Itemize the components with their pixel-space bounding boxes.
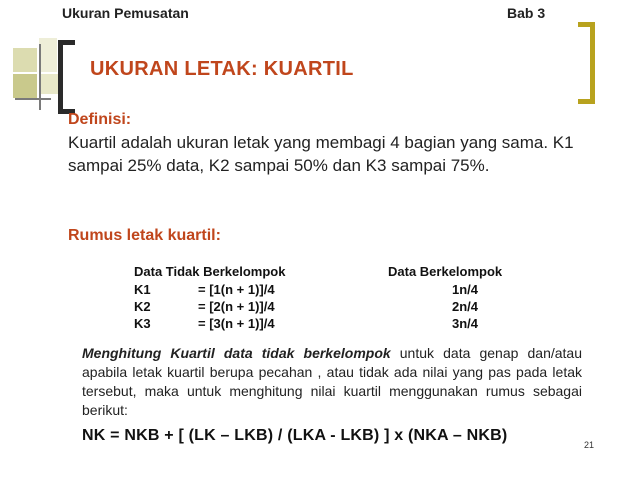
page-number: 21 [584,440,595,450]
decor-square [13,48,37,72]
decor-square [39,38,57,72]
row-k2-label: K2 [134,299,151,314]
left-bracket-decoration [58,40,75,114]
header-chapter-title: Ukuran Pemusatan [62,5,189,21]
paragraph-body: untuk data genap dan/atau apabila letak kuartil berupa pecahan , atau tidak ada nilai yang pas pada letak tersebut, maka untuk menghitung nilai kuartil menggunakan rumus sebagai berikut: [82,345,583,418]
decor-line [39,44,41,110]
definition-text: Kuartil adalah ukuran letak yang membagi 4 bagian yang sama. K1 sampai 25% data, K2 sampai 50% dan K3 sampai 75%. [68,133,574,175]
row-k2-grouped: 2n/4 [452,299,479,314]
quartile-formula: NK = NKB + [ (LK – LKB) / (LKA - LKB) ] x (NKA – NKB) [82,427,508,444]
row-k3-grouped: 3n/4 [452,316,479,331]
header-chapter-number: Bab 3 [507,5,546,21]
row-k3-label: K3 [134,316,151,331]
row-k1-grouped: 1n/4 [452,282,479,297]
explanation-paragraph [82,344,582,420]
paragraph-lead: Menghitung Kuartil data tidak berkelompok [82,345,391,361]
ungrouped-header: Data Tidak Berkelompok [134,264,286,279]
decor-line [15,98,51,100]
decor-square [39,74,59,94]
slide-title: UKURAN LETAK: KUARTIL [90,58,354,80]
row-k1-label: K1 [134,282,151,297]
right-bracket-decoration [578,22,595,104]
row-k3-ungrouped: = [3(n + 1)]/4 [198,316,275,331]
grouped-header: Data Berkelompok [388,264,503,279]
definition-label: Definisi: [68,111,132,128]
formula-section-label: Rumus letak kuartil: [68,227,221,244]
decor-square [13,74,37,98]
row-k1-ungrouped: = [1(n + 1)]/4 [198,282,275,297]
row-k2-ungrouped: = [2(n + 1)]/4 [198,299,275,314]
